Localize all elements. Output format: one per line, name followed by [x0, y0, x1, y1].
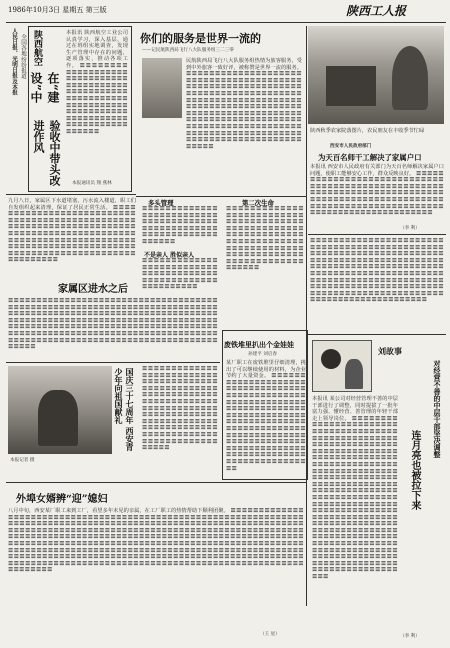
right-top-photo — [308, 26, 444, 124]
right-lower-filler: 〓〓〓〓〓〓〓〓〓〓〓〓〓〓〓〓〓〓〓〓〓〓〓〓〓〓〓〓〓〓〓〓〓〓〓〓〓〓〓〓〓〓〓〓〓〓〓〓〓〓〓〓〓〓〓〓〓〓〓〓〓〓〓〓〓〓〓〓〓〓〓〓〓〓〓〓〓〓〓〓〓〓〓〓〓〓〓〓〓〓〓〓〓〓〓〓〓〓〓〓〓〓〓〓〓〓〓〓〓〓〓〓〓〓〓〓〓〓〓〓〓〓〓〓〓〓〓〓〓〓〓〓〓〓〓〓〓〓〓〓〓〓〓〓〓〓〓〓〓〓〓〓〓〓〓〓〓〓〓〓〓〓〓〓〓〓〓〓〓〓〓〓〓〓〓〓〓〓〓〓〓〓〓〓〓〓〓〓〓〓〓〓〓〓〓〓〓〓〓〓〓〓〓〓〓〓〓〓〓〓〓〓〓〓〓〓〓〓〓〓〓〓〓〓〓〓〓〓〓〓〓〓〓〓〓〓〓〓〓〓〓〓〓〓〓〓〓〓〓〓〓〓〓〓〓〓〓〓〓〓〓〓〓〓〓〓〓〓〓〓〓〓〓〓〓〓〓〓〓〓〓〓〓〓〓〓〓〓〓〓〓〓〓〓〓〓〓〓〓〓〓〓〓〓〓〓〓〓〓〓〓〓〓〓〓〓〓〓〓〓〓〓〓〓〓〓〓〓〓〓〓〓〓〓〓〓〓〓〓〓〓〓〓〓〓〓〓〓〓〓〓〓〓〓〓〓 — [312, 415, 398, 581]
bottom-left-rule — [6, 482, 306, 483]
right-lower-body — [312, 396, 398, 612]
center-top-filler: 〓〓〓〓〓〓〓〓〓〓〓〓〓〓〓〓〓〓〓〓〓〓〓〓〓〓〓〓〓〓〓〓〓〓〓〓〓〓〓〓〓〓〓〓〓〓〓〓〓〓〓〓〓〓〓〓〓〓〓〓〓〓〓〓〓〓〓〓〓〓〓〓〓〓〓〓〓〓〓〓〓〓〓〓〓〓〓〓〓〓〓〓〓〓〓〓〓〓〓〓〓〓〓〓〓〓〓〓〓〓〓〓〓〓〓〓〓〓〓〓〓〓〓〓〓〓〓〓〓〓〓〓〓〓〓〓〓〓〓〓〓〓〓〓〓〓〓〓〓〓〓〓〓〓〓〓〓〓〓〓〓〓〓〓〓〓〓〓〓〓〓〓〓〓〓〓〓〓〓〓〓〓〓〓〓〓〓〓〓〓〓〓〓〓〓〓〓〓〓〓〓〓〓〓〓〓〓〓〓〓〓〓〓〓〓〓〓〓〓〓〓〓〓〓〓 — [186, 71, 302, 150]
section-one-body — [142, 206, 218, 246]
left-lower-photo — [8, 366, 112, 454]
photo-house-shape — [326, 66, 376, 106]
right-mid-body — [310, 238, 444, 330]
right-lower-source: （李 利） — [400, 634, 420, 639]
masthead-rule — [6, 22, 446, 23]
right-top-source: （李 利） — [400, 226, 420, 231]
section-two-title: 第二次生命 — [242, 199, 274, 207]
center-top-photo — [142, 58, 182, 118]
left-headline-b: 在“建设”中 — [29, 72, 60, 103]
center-top-rule — [136, 196, 306, 197]
left-body-filler: 〓〓〓〓〓〓〓〓〓〓〓〓〓〓〓〓〓〓〓〓〓〓〓〓〓〓〓〓〓〓〓〓〓〓〓〓〓〓〓〓〓〓〓〓〓〓〓〓〓〓〓〓〓〓〓〓〓〓〓〓〓〓〓〓〓〓〓〓〓〓〓〓〓〓〓〓〓〓〓〓〓〓〓〓〓〓〓〓〓〓〓〓〓〓〓〓〓〓〓〓〓〓〓〓〓〓〓〓〓〓〓〓〓 — [66, 62, 129, 135]
right-lower-vertical-head: 对经营不善的中层干部坚决调整 — [433, 360, 442, 458]
section-three-title: 不是亲人 胜似亲人 — [144, 252, 195, 259]
section-two-body — [226, 206, 304, 278]
right-lower-illustration — [312, 340, 372, 392]
left-mid-text: 九月八日，家属区下水道堵塞，污水流入楼道，职工们自发组织起来清理，保证了居民正常生活。 — [8, 198, 136, 211]
left-sub-slogan: 全国各地纷纷报道 — [20, 34, 26, 79]
photo-figure-shape — [38, 390, 78, 446]
right-top-headline: 为天百名师干工解决了家属户口 — [318, 153, 422, 162]
left-article-body — [66, 30, 128, 178]
left-lower-rule — [6, 362, 220, 363]
center-lower-headline: 废铁堆里扒出个金娃娃 — [224, 340, 294, 349]
section-three-body — [142, 258, 218, 294]
section-one-title: 多头管理 — [148, 199, 174, 207]
bottom-left-body — [8, 508, 304, 612]
left-byline: 本报通讯员 翔 燕林 — [72, 181, 112, 186]
left-slogan: 人民日报、光明日报及本报 — [11, 28, 17, 96]
center-top-headline: 你们的服务是世界一流的 — [140, 32, 261, 45]
section-one-filler: 〓〓〓〓〓〓〓〓〓〓〓〓〓〓〓〓〓〓〓〓〓〓〓〓〓〓〓〓〓〓〓〓〓〓〓〓〓〓〓〓〓〓〓〓〓〓〓〓〓〓〓〓〓〓〓〓〓〓〓〓〓〓〓〓〓〓〓〓〓〓〓 — [142, 206, 218, 245]
right-top-filler: 〓〓〓〓〓〓〓〓〓〓〓〓〓〓〓〓〓〓〓〓〓〓〓〓〓〓〓〓〓〓〓〓〓〓〓〓〓〓〓〓〓〓〓〓〓〓〓〓〓〓〓〓〓〓〓〓〓〓〓〓〓〓〓〓〓〓〓〓〓〓〓〓〓〓〓〓〓〓〓〓〓〓〓〓〓〓〓〓〓〓〓〓〓〓〓〓〓〓〓〓〓〓〓〓〓〓〓〓〓〓〓〓〓〓〓〓〓〓〓〓〓〓〓〓〓〓〓〓〓〓〓〓〓〓〓〓〓〓〓〓〓〓 — [310, 170, 444, 217]
left-mid-body-2 — [8, 298, 218, 358]
bottom-left-text: 八月中旬，西安某厂职工来到工厂，看望多年未见的亲属，在工厂职工的热情帮助下顺利团聚。 — [8, 508, 229, 514]
center-col-divider — [306, 26, 307, 606]
center-lower-byline: 孙建平 刘启春 — [248, 352, 278, 357]
right-top-text: 本报讯 西安市人民政府有关部门为天百名师解决家属户口问题，使职工能够安心工作，群众反映良好。 — [310, 164, 444, 177]
bottom-left-filler: 〓〓〓〓〓〓〓〓〓〓〓〓〓〓〓〓〓〓〓〓〓〓〓〓〓〓〓〓〓〓〓〓〓〓〓〓〓〓〓〓〓〓〓〓〓〓〓〓〓〓〓〓〓〓〓〓〓〓〓〓〓〓〓〓〓〓〓〓〓〓〓〓〓〓〓〓〓〓〓〓〓〓〓〓〓〓〓〓〓〓〓〓〓〓〓〓〓〓〓〓〓〓〓〓〓〓〓〓〓〓〓〓〓〓〓〓〓〓〓〓〓〓〓〓〓〓〓〓〓〓〓〓〓〓〓〓〓〓〓〓〓〓〓〓〓〓〓〓〓〓〓〓〓〓〓〓〓〓〓〓〓〓〓〓〓〓〓〓〓〓〓〓〓〓〓〓〓〓〓〓〓〓〓〓〓〓〓〓〓〓〓〓〓〓〓〓〓〓〓〓〓〓〓〓〓〓〓〓〓〓〓〓〓〓〓〓〓〓〓〓〓〓〓〓〓〓〓〓〓〓〓〓〓〓〓〓〓〓〓〓〓〓〓〓〓〓〓〓〓〓〓〓〓〓〓〓〓〓〓〓〓〓〓〓〓〓〓〓〓〓〓〓〓〓〓〓〓〓〓〓〓〓〓〓〓〓〓〓〓〓〓〓〓〓〓〓〓〓〓〓〓〓〓〓〓〓〓〓〓〓〓〓〓〓〓〓〓〓〓〓〓〓〓〓〓〓〓〓〓〓〓〓〓〓〓〓〓〓〓〓〓〓〓〓〓〓〓〓〓〓〓〓〓〓〓〓〓〓〓〓〓〓〓〓〓〓〓〓〓〓〓〓〓〓〓〓〓〓〓〓〓〓〓〓〓〓〓〓〓〓〓〓〓〓〓〓〓〓〓〓〓〓〓〓〓〓〓〓〓〓〓〓〓〓〓〓〓〓〓〓〓〓〓〓〓〓〓〓〓〓〓〓〓〓〓〓〓 — [8, 508, 304, 574]
left-mid-rule — [6, 194, 136, 195]
left-lower-photo-caption: 本报记者 摄 — [10, 458, 35, 463]
left-body-text: 本报讯 陕西航空工业公司认真学习，深入基层，通过在班组实地调查，发现生产管理中存在的问题，逐项落实，推动各项工作。 — [66, 30, 128, 69]
center-lower-text: 某厂职工在废铁堆里仔细清理，挑出了可以继续使用的材料，为企业节约了大量资金。 — [226, 360, 306, 380]
illustration-moon-icon — [321, 349, 341, 369]
left-lower-side-filler: 〓〓〓〓〓〓〓〓〓〓〓〓〓〓〓〓〓〓〓〓〓〓〓〓〓〓〓〓〓〓〓〓〓〓〓〓〓〓〓〓〓〓〓〓〓〓〓〓〓〓〓〓〓〓〓〓〓〓〓〓〓〓〓〓〓〓〓〓〓〓〓〓〓〓〓〓〓〓〓〓〓〓〓〓〓〓〓〓〓〓〓〓〓〓〓〓〓〓〓〓〓〓〓〓〓〓〓〓〓〓〓〓〓〓〓〓〓〓〓〓〓〓〓〓〓〓〓〓〓〓〓〓〓〓〓〓〓〓〓〓〓〓〓〓〓〓〓〓〓〓〓〓〓〓〓〓〓〓〓〓〓 — [142, 366, 218, 452]
section-two-filler: 〓〓〓〓〓〓〓〓〓〓〓〓〓〓〓〓〓〓〓〓〓〓〓〓〓〓〓〓〓〓〓〓〓〓〓〓〓〓〓〓〓〓〓〓〓〓〓〓〓〓〓〓〓〓〓〓〓〓〓〓〓〓〓〓〓〓〓〓〓〓〓〓〓〓〓〓〓〓〓〓〓〓〓〓〓〓〓〓〓〓〓〓〓〓〓〓〓〓〓〓〓〓〓〓〓〓〓〓〓〓〓〓〓〓〓〓〓〓〓〓〓〓〓 — [226, 206, 304, 272]
right-kicker: 西安市人民政府部门 — [330, 144, 372, 149]
illustration-figure-icon — [345, 359, 363, 389]
left-mid-filler: 〓〓〓〓〓〓〓〓〓〓〓〓〓〓〓〓〓〓〓〓〓〓〓〓〓〓〓〓〓〓〓〓〓〓〓〓〓〓〓〓〓〓〓〓〓〓〓〓〓〓〓〓〓〓〓〓〓〓〓〓〓〓〓〓〓〓〓〓〓〓〓〓〓〓〓〓〓〓〓〓〓〓〓〓〓〓〓〓〓〓〓〓〓〓〓〓〓〓〓〓〓〓〓〓〓〓〓〓〓〓〓〓〓〓〓〓〓〓〓〓〓〓〓〓〓〓〓〓〓〓〓〓〓〓〓〓〓〓〓〓〓〓〓〓〓〓〓〓〓〓〓〓〓〓〓〓〓〓〓〓〓〓〓〓〓〓〓 — [8, 204, 136, 264]
left-mid-body — [8, 198, 136, 278]
section-three-filler: 〓〓〓〓〓〓〓〓〓〓〓〓〓〓〓〓〓〓〓〓〓〓〓〓〓〓〓〓〓〓〓〓〓〓〓〓〓〓〓〓〓〓〓〓〓〓〓〓〓〓〓〓〓〓〓〓〓〓〓〓〓〓 — [142, 258, 218, 291]
bottom-left-byline: （王 星） — [260, 632, 280, 637]
bottom-left-headline: 外埠女婿辨“迎”媳妇 — [16, 494, 108, 505]
center-lower-filler: 〓〓〓〓〓〓〓〓〓〓〓〓〓〓〓〓〓〓〓〓〓〓〓〓〓〓〓〓〓〓〓〓〓〓〓〓〓〓〓〓〓〓〓〓〓〓〓〓〓〓〓〓〓〓〓〓〓〓〓〓〓〓〓〓〓〓〓〓〓〓〓〓〓〓〓〓〓〓〓〓〓〓〓〓〓〓〓〓〓〓〓〓〓〓〓〓〓〓〓〓〓〓〓〓〓〓〓〓〓〓〓〓〓〓〓〓〓〓〓〓〓〓〓〓〓〓〓〓〓〓〓〓〓〓〓〓〓〓〓〓〓〓〓〓〓〓〓〓〓〓〓〓〓〓〓〓〓〓〓〓〓〓〓〓〓〓〓〓〓〓〓〓〓〓〓〓〓〓〓〓〓〓〓〓〓〓〓〓〓〓 — [226, 373, 306, 472]
left-lower-vertical-caption: 国庆三十七周年 西安青少年向祖国献礼 — [114, 368, 135, 451]
left-mid-filler-2: 〓〓〓〓〓〓〓〓〓〓〓〓〓〓〓〓〓〓〓〓〓〓〓〓〓〓〓〓〓〓〓〓〓〓〓〓〓〓〓〓〓〓〓〓〓〓〓〓〓〓〓〓〓〓〓〓〓〓〓〓〓〓〓〓〓〓〓〓〓〓〓〓〓〓〓〓〓〓〓〓〓〓〓〓〓〓〓〓〓〓〓〓〓〓〓〓〓〓〓〓〓〓〓〓〓〓〓〓〓〓〓〓〓〓〓〓〓〓〓〓〓〓〓〓〓〓〓〓〓〓〓〓〓〓〓〓〓〓〓〓〓〓〓〓〓〓〓〓〓〓〓〓〓〓〓〓〓〓〓〓〓〓〓〓〓〓〓〓〓〓〓〓〓〓〓〓〓〓〓〓〓〓〓〓〓〓〓〓〓〓〓〓〓〓〓〓〓〓〓〓〓〓〓〓〓〓〓〓〓〓〓〓〓〓〓〓〓〓〓〓〓〓〓〓〓〓〓〓〓〓〓〓〓〓〓〓〓〓〓〓〓〓〓〓〓〓〓〓〓〓〓〓〓〓〓〓〓〓〓〓〓〓〓〓 — [8, 298, 218, 351]
right-top-body — [310, 164, 444, 226]
masthead — [8, 2, 444, 22]
right-mid-filler: 〓〓〓〓〓〓〓〓〓〓〓〓〓〓〓〓〓〓〓〓〓〓〓〓〓〓〓〓〓〓〓〓〓〓〓〓〓〓〓〓〓〓〓〓〓〓〓〓〓〓〓〓〓〓〓〓〓〓〓〓〓〓〓〓〓〓〓〓〓〓〓〓〓〓〓〓〓〓〓〓〓〓〓〓〓〓〓〓〓〓〓〓〓〓〓〓〓〓〓〓〓〓〓〓〓〓〓〓〓〓〓〓〓〓〓〓〓〓〓〓〓〓〓〓〓〓〓〓〓〓〓〓〓〓〓〓〓〓〓〓〓〓〓〓〓〓〓〓〓〓〓〓〓〓〓〓〓〓〓〓〓〓〓〓〓〓〓〓〓〓〓〓〓〓〓〓〓〓〓〓〓〓〓〓〓〓〓〓〓〓〓〓〓〓〓〓〓〓〓〓〓〓〓〓〓〓〓〓〓〓〓〓〓〓〓〓〓〓〓〓〓〓〓〓〓〓〓〓 — [310, 238, 444, 304]
center-top-text: 民航陕西局飞行八大队服务组热情为旅客服务，受到中外旅客一致好评，被称赞是世界一流的服务。 — [186, 58, 302, 71]
center-lower-body — [226, 360, 306, 476]
right-lower-text: 本报讯 某公司对经营管理不善的中层干部进行了调整，同时提拔了一批年富力强、懂经营、善管理的年轻干部走上领导岗位。 — [312, 396, 398, 422]
left-lower-side-body — [142, 366, 218, 478]
paper-name: 陕西工人报 — [346, 4, 407, 18]
right-lower-headline-b: 连月亮也被拉下来 — [409, 430, 420, 510]
center-top-body — [186, 58, 302, 194]
right-lower-headline-a: 刘故事 — [378, 346, 402, 356]
left-headline-a: 陕西航空 — [32, 30, 42, 66]
left-headline-c: 验收中带头改进作风 — [32, 120, 61, 186]
photo-tree-shape — [392, 46, 428, 110]
right-top-rule — [308, 234, 446, 235]
center-top-subhead: ——记民航陕西局飞行八大队服务组三二三零 — [142, 48, 234, 53]
masthead-date: 1986年10月3日 星期五 第三版 — [8, 6, 107, 14]
right-photo-caption: 陕西秋季农家院落图片，农民朋友在丰收季节忙碌 — [310, 128, 425, 134]
left-mid-headline: 家属区进水之后 — [58, 284, 128, 295]
right-lower-rule — [308, 334, 446, 335]
